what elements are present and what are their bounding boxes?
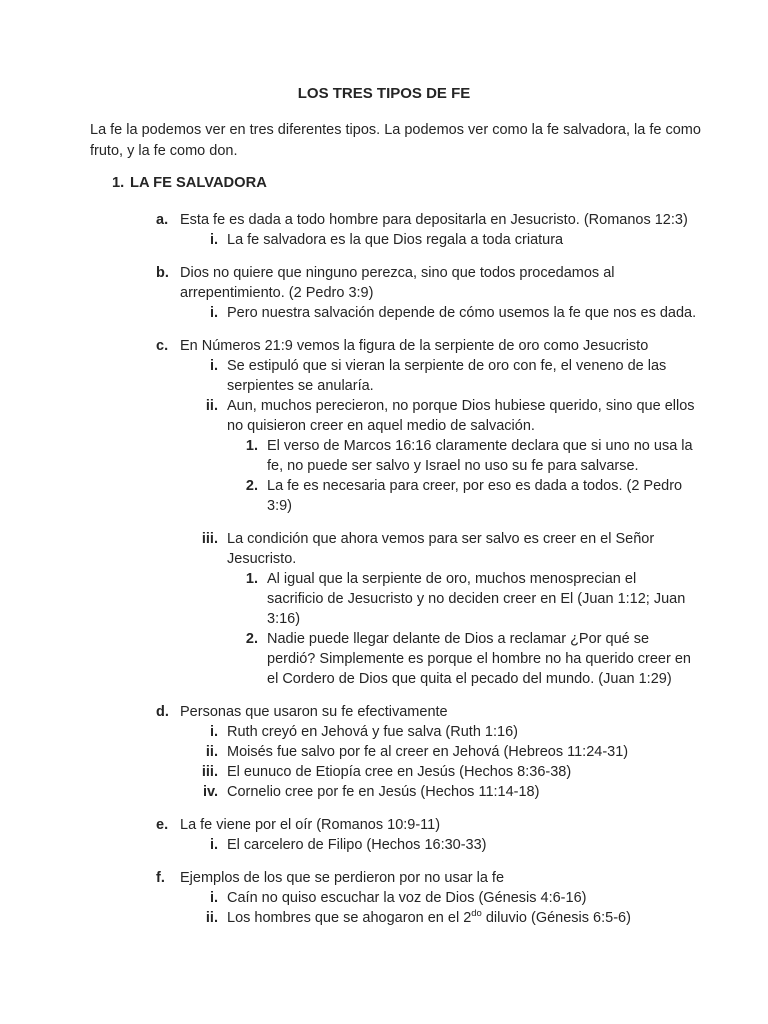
list-marker: a. — [156, 212, 169, 228]
document-title: LOS TRES TIPOS DE FE — [297, 85, 471, 102]
list-marker: b. — [156, 265, 169, 281]
text-line: La fe salvadora es la que Dios regala a toda criatura — [227, 232, 564, 248]
list-item — [0, 230, 768, 250]
list-item-text — [180, 868, 768, 888]
list-marker: 1. — [245, 438, 258, 454]
list-marker: iii. — [201, 764, 218, 780]
list-item — [0, 868, 768, 888]
list-marker: i. — [209, 232, 218, 248]
superscript-text: do — [471, 908, 482, 920]
text-line: El eunuco de Etiopía cree en Jesús (Hechos 8:36-38) — [227, 764, 572, 780]
list-item — [0, 303, 768, 323]
list-item — [0, 629, 768, 689]
list-item-text — [227, 529, 768, 569]
text-line: Aun, muchos perecieron, no porque Dios hubiese querido, sino que ellos — [227, 398, 695, 414]
intro-text-line: fruto, y la fe como don. — [90, 143, 238, 159]
list-item-text — [267, 629, 768, 689]
text-line: arrepentimiento. (2 Pedro 3:9) — [180, 285, 374, 301]
list-item-text — [227, 908, 768, 928]
list-marker: 2. — [245, 478, 258, 494]
list-item — [0, 835, 768, 855]
list-item — [0, 336, 768, 356]
list-item-text — [227, 888, 768, 908]
list-item-text — [267, 436, 768, 476]
text-line: 3:16) — [267, 611, 301, 627]
list-marker: 1. — [245, 571, 258, 587]
list-marker: 2. — [245, 631, 258, 647]
list-marker: i. — [209, 724, 218, 740]
intro-paragraph — [90, 120, 768, 162]
text-line: no quisieron creer en aquel medio de salvación. — [227, 418, 535, 434]
section-heading-text: LA FE SALVADORA — [130, 175, 267, 191]
list-item-text — [227, 230, 768, 250]
text-line: Se estipuló que si vieran la serpiente de oro con fe, el veneno de las — [227, 358, 667, 374]
list-item — [0, 908, 768, 928]
list-item-text — [227, 835, 768, 855]
list-item — [0, 356, 768, 396]
text-line: fe, no puede ser salvo y Israel no uso su fe para salvarse. — [267, 458, 639, 474]
list-item — [0, 742, 768, 762]
list-marker: i. — [209, 890, 218, 906]
text-line: Dios no quiere que ninguno perezca, sino que todos procedamos al — [180, 265, 615, 281]
list-item-text — [180, 210, 768, 230]
text-line: sacrificio de Jesucristo y no deciden creer en El (Juan 1:12; Juan — [267, 591, 686, 607]
list-marker: d. — [156, 704, 169, 720]
list-marker: iv. — [202, 784, 218, 800]
list-item-text — [267, 569, 768, 629]
intro-text-line: La fe la podemos ver en tres diferentes tipos. La podemos ver como la fe salvadora, la fe como — [90, 122, 701, 138]
list-item — [0, 436, 768, 476]
list-item-text — [227, 742, 768, 762]
text-line: Ruth creyó en Jehová y fue salva (Ruth 1:16) — [227, 724, 518, 740]
list-item — [0, 815, 768, 835]
list-item-text — [227, 782, 768, 802]
list-item — [0, 569, 768, 629]
text-line: Jesucristo. — [227, 551, 297, 567]
text-line: El carcelero de Filipo (Hechos 16:30-33) — [227, 837, 487, 853]
section-number: 1. — [112, 175, 125, 191]
list-item-text — [227, 396, 768, 436]
text-line: Pero nuestra salvación depende de cómo usemos la fe que nos es dada. — [227, 305, 697, 321]
list-item-text — [227, 303, 768, 323]
list-item — [0, 702, 768, 722]
list-marker: ii. — [205, 744, 218, 760]
text-line: Cornelio cree por fe en Jesús (Hechos 11:14-18) — [227, 784, 540, 800]
list-marker: ii. — [205, 398, 218, 414]
outline-list — [0, 210, 768, 928]
list-item-text — [227, 356, 768, 396]
list-marker: e. — [156, 817, 169, 833]
text-line: Personas que usaron su fe efectivamente — [180, 704, 448, 720]
list-item-text — [180, 336, 768, 356]
list-item — [0, 888, 768, 908]
list-marker: iii. — [201, 531, 218, 547]
list-item-text — [227, 762, 768, 782]
list-item — [0, 476, 768, 516]
list-item — [0, 529, 768, 569]
list-marker: i. — [209, 305, 218, 321]
list-marker: i. — [209, 837, 218, 853]
section-heading — [0, 173, 768, 193]
list-item — [0, 782, 768, 802]
text-line: Caín no quiso escuchar la voz de Dios (Génesis 4:6-16) — [227, 890, 587, 906]
text-line: La condición que ahora vemos para ser salvo es creer en el Señor — [227, 531, 655, 547]
list-item-text — [267, 476, 768, 516]
text-line: Moisés fue salvo por fe al creer en Jehová (Hebreos 11:24-31) — [227, 744, 629, 760]
text-line: Al igual que la serpiente de oro, muchos menosprecian el — [267, 571, 637, 587]
list-item-text — [180, 815, 768, 835]
list-item — [0, 762, 768, 782]
list-marker: i. — [209, 358, 218, 374]
list-item-text — [227, 722, 768, 742]
list-marker: c. — [156, 338, 169, 354]
text-line: En Números 21:9 vemos la figura de la serpiente de oro como Jesucristo — [180, 338, 649, 354]
text-line: Ejemplos de los que se perdieron por no usar la fe — [180, 870, 505, 886]
list-item-text — [180, 702, 768, 722]
text-line: Los hombres que se ahogaron en el $2^{do}$ diluvio (Génesis 6:5-6) — [227, 908, 631, 926]
list-item — [0, 722, 768, 742]
text-line: perdió? Simplemente es porque el hombre no ha querido creer en — [267, 651, 691, 667]
list-item — [0, 396, 768, 436]
text-line: Esta fe es dada a todo hombre para depositarla en Jesucristo. (Romanos 12:3) — [180, 212, 688, 228]
list-marker: ii. — [205, 910, 218, 926]
list-marker: f. — [156, 870, 165, 886]
text-line: Nadie puede llegar delante de Dios a reclamar ¿Por qué se — [267, 631, 650, 647]
text-line: serpientes se anularía. — [227, 378, 374, 394]
text-line: el Cordero de Dios que quita el pecado del mundo. (Juan 1:29) — [267, 671, 672, 687]
list-item — [0, 210, 768, 230]
text-line: La fe es necesaria para creer, por eso es dada a todos. (2 Pedro — [267, 478, 683, 494]
text-line: La fe viene por el oír (Romanos 10:9-11) — [180, 817, 441, 833]
list-item — [0, 263, 768, 303]
text-line: 3:9) — [267, 498, 292, 514]
text-line: El verso de Marcos 16:16 claramente declara que si uno no usa la — [267, 438, 693, 454]
list-item-text — [180, 263, 768, 303]
